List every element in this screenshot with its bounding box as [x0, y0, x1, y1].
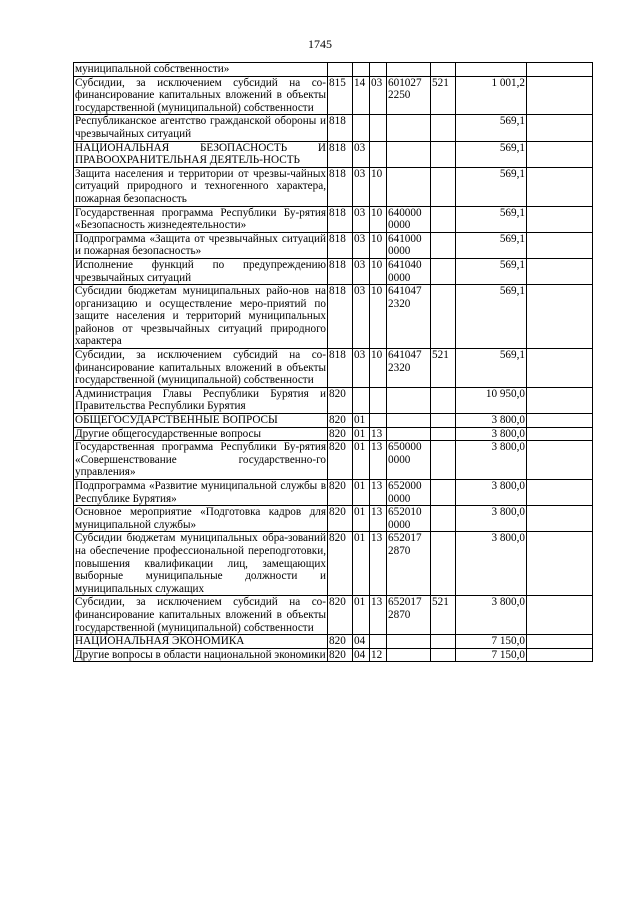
row-ved-code-cell: 820 [328, 506, 353, 532]
row-section-code-cell [353, 63, 370, 77]
row-empty-cell [527, 76, 593, 115]
row-target-code-cell [387, 387, 431, 413]
row-section-code-cell: 03 [353, 349, 370, 388]
row-ved-code-cell: 818 [328, 232, 353, 258]
row-subsection-code-cell: 13 [370, 532, 387, 596]
table-row [74, 258, 593, 284]
row-subsection-code-cell: 10 [370, 349, 387, 388]
row-target-code-cell: 652010 0000 [387, 506, 431, 532]
row-ved-code-cell: 818 [328, 167, 353, 206]
row-ved-code-cell: 818 [328, 115, 353, 141]
row-target-code-cell: 652017 2870 [387, 596, 431, 635]
row-ved-code-cell [328, 63, 353, 77]
row-amount-cell: 1 001,2 [456, 76, 527, 115]
row-name-cell: Субсидии, за исключением субсидий на со-финансирование капитальных вложений в объекты государственной (муниципальной) собственности [75, 596, 326, 634]
row-target-code-cell: 601027 2250 [387, 76, 431, 115]
row-amount-cell: 569,1 [456, 349, 527, 388]
row-section-code-cell: 01 [353, 596, 370, 635]
row-expense-type-cell [431, 506, 456, 532]
row-expense-type-cell [431, 387, 456, 413]
row-empty-cell [527, 115, 593, 141]
row-name-cell: Субсидии бюджетам муниципальных райо-нов на организацию и осуществление меро-приятий по защите населения и территорий муниципальных районов от чрезвычайных ситуаций природного характера [75, 285, 326, 348]
row-amount-cell: 3 800,0 [456, 596, 527, 635]
row-amount-cell: 569,1 [456, 115, 527, 141]
row-subsection-code-cell: 13 [370, 480, 387, 506]
row-name-cell: Основное мероприятие «Подготовка кадров для муниципальной службы» [75, 506, 326, 531]
row-empty-cell [527, 480, 593, 506]
row-expense-type-cell [431, 480, 456, 506]
row-section-code-cell: 04 [353, 648, 370, 662]
row-expense-type-cell [431, 427, 456, 441]
row-subsection-code-cell: 13 [370, 441, 387, 480]
row-empty-cell [527, 141, 593, 167]
row-ved-code-cell: 820 [328, 596, 353, 635]
row-amount-cell: 3 800,0 [456, 414, 527, 428]
table-row [74, 635, 593, 649]
table-row [74, 285, 593, 349]
row-empty-cell [527, 635, 593, 649]
row-amount-cell: 569,1 [456, 167, 527, 206]
row-name-cell: Подпрограмма «Развитие муниципальной службы в Республике Бурятия» [75, 480, 326, 505]
row-section-code-cell: 04 [353, 635, 370, 649]
row-subsection-code-cell: 10 [370, 206, 387, 232]
row-amount-cell: 569,1 [456, 232, 527, 258]
row-target-code-cell: 652000 0000 [387, 480, 431, 506]
table-row [74, 506, 593, 532]
row-expense-type-cell [431, 441, 456, 480]
row-empty-cell [527, 206, 593, 232]
row-section-code-cell [353, 387, 370, 413]
row-name-cell: ОБЩЕГОСУДАРСТВЕННЫЕ ВОПРОСЫ [74, 414, 328, 428]
row-name-cell: НАЦИОНАЛЬНАЯ ЭКОНОМИКА [74, 635, 328, 649]
row-amount-cell: 3 800,0 [456, 506, 527, 532]
row-target-code-cell: 641000 0000 [387, 232, 431, 258]
row-section-code-cell: 01 [353, 480, 370, 506]
table-row [74, 532, 593, 596]
row-expense-type-cell [431, 115, 456, 141]
row-empty-cell [527, 349, 593, 388]
row-section-code-cell: 03 [353, 167, 370, 206]
table-row [74, 648, 593, 662]
row-ved-code-cell: 820 [328, 441, 353, 480]
row-name-cell: Государственная программа Республики Бу-рятия «Совершенствование государственно-го управления» [75, 441, 326, 479]
row-amount-cell: 3 800,0 [456, 441, 527, 480]
row-expense-type-cell [431, 206, 456, 232]
row-target-code-cell [387, 167, 431, 206]
row-section-code-cell: 03 [353, 232, 370, 258]
row-name-cell: Другие вопросы в области национальной экономики [75, 648, 326, 661]
row-name-cell: Субсидии бюджетам муниципальных обра-зований на обеспечение профессиональной переподготовки, повышения квалификации лиц, замещающих выборные муниципальные должности и муниципальных служащих [75, 532, 326, 595]
row-section-code-cell: 14 [353, 76, 370, 115]
table-row [74, 141, 593, 167]
row-target-code-cell: 650000 0000 [387, 441, 431, 480]
row-name-cell: Государственная программа Республики Бу-рятия «Безопасность жизнедеятельности» [75, 206, 326, 232]
row-target-code-cell [387, 115, 431, 141]
row-empty-cell [527, 427, 593, 441]
row-amount-cell: 569,1 [456, 258, 527, 284]
row-subsection-code-cell [370, 414, 387, 428]
row-ved-code-cell: 820 [328, 532, 353, 596]
row-empty-cell [527, 387, 593, 413]
row-amount-cell [456, 63, 527, 77]
table-row [74, 232, 593, 258]
row-subsection-code-cell [370, 635, 387, 649]
row-name-cell: Другие общегосударственные вопросы [74, 427, 328, 441]
row-ved-code-cell: 818 [328, 349, 353, 388]
row-section-code-cell: 01 [353, 441, 370, 480]
row-ved-code-cell: 818 [328, 258, 353, 284]
row-target-code-cell [387, 414, 431, 428]
row-subsection-code-cell [370, 387, 387, 413]
row-subsection-code-cell: 10 [370, 258, 387, 284]
row-ved-code-cell: 820 [328, 635, 353, 649]
row-empty-cell [527, 167, 593, 206]
row-target-code-cell [387, 63, 431, 77]
row-empty-cell [527, 232, 593, 258]
row-expense-type-cell [431, 635, 456, 649]
row-target-code-cell: 641040 0000 [387, 258, 431, 284]
row-section-code-cell: 01 [353, 532, 370, 596]
row-target-code-cell: 641047 2320 [387, 349, 431, 388]
row-subsection-code-cell: 03 [370, 76, 387, 115]
budget-table [73, 62, 593, 662]
row-empty-cell [527, 648, 593, 662]
row-empty-cell [527, 506, 593, 532]
row-subsection-code-cell: 10 [370, 167, 387, 206]
row-ved-code-cell: 818 [328, 206, 353, 232]
row-amount-cell: 7 150,0 [456, 635, 527, 649]
row-empty-cell [527, 63, 593, 77]
table-row [74, 414, 593, 428]
row-section-code-cell: 01 [353, 506, 370, 532]
row-section-code-cell: 03 [353, 258, 370, 284]
row-ved-code-cell: 818 [328, 141, 353, 167]
table-row [74, 115, 593, 141]
row-subsection-code-cell [370, 63, 387, 77]
row-section-code-cell [353, 115, 370, 141]
row-expense-type-cell [431, 232, 456, 258]
row-ved-code-cell: 818 [328, 285, 353, 349]
row-section-code-cell: 03 [353, 141, 370, 167]
row-target-code-cell [387, 648, 431, 662]
row-subsection-code-cell: 10 [370, 285, 387, 349]
row-expense-type-cell: 521 [431, 349, 456, 388]
row-ved-code-cell: 820 [328, 480, 353, 506]
row-section-code-cell: 01 [353, 427, 370, 441]
row-section-code-cell: 03 [353, 285, 370, 349]
row-subsection-code-cell: 13 [370, 427, 387, 441]
page-number: 1745 [308, 37, 332, 51]
row-subsection-code-cell: 12 [370, 648, 387, 662]
row-name-cell: Подпрограмма «Защита от чрезвычайных ситуаций и пожарная безопасность» [75, 232, 326, 258]
row-subsection-code-cell [370, 115, 387, 141]
table-row [74, 349, 593, 388]
row-name-cell: Администрация Главы Республики Бурятия и Правительства Республики Бурятия [75, 387, 326, 413]
row-expense-type-cell [431, 285, 456, 349]
row-expense-type-cell [431, 63, 456, 77]
row-amount-cell: 7 150,0 [456, 648, 527, 662]
row-ved-code-cell: 820 [328, 387, 353, 413]
row-expense-type-cell [431, 258, 456, 284]
row-amount-cell: 569,1 [456, 285, 527, 349]
row-name-cell: НАЦИОНАЛЬНАЯ БЕЗОПАСНОСТЬ И ПРАВООХРАНИТЕЛЬНАЯ ДЕЯТЕЛЬ-НОСТЬ [75, 141, 326, 167]
row-expense-type-cell: 521 [431, 76, 456, 115]
row-empty-cell [527, 258, 593, 284]
row-target-code-cell [387, 427, 431, 441]
row-name-cell: Субсидии, за исключением субсидий на со-финансирование капитальных вложений в объекты государственной (муниципальной) собственности [75, 349, 326, 387]
row-ved-code-cell: 820 [328, 648, 353, 662]
row-subsection-code-cell: 13 [370, 596, 387, 635]
row-target-code-cell [387, 635, 431, 649]
row-subsection-code-cell: 13 [370, 506, 387, 532]
table-row [74, 596, 593, 635]
table-row [74, 480, 593, 506]
row-section-code-cell: 01 [353, 414, 370, 428]
row-amount-cell: 569,1 [456, 141, 527, 167]
row-ved-code-cell: 815 [328, 76, 353, 115]
row-name-cell: муниципальной собственности» [74, 63, 328, 77]
row-empty-cell [527, 414, 593, 428]
row-name-cell: Субсидии, за исключением субсидий на со-финансирование капитальных вложений в объекты государственной (муниципальной) собственности [75, 76, 326, 114]
row-amount-cell: 3 800,0 [456, 532, 527, 596]
table-row [74, 76, 593, 115]
row-amount-cell: 10 950,0 [456, 387, 527, 413]
budget-table-body [74, 63, 593, 662]
row-target-code-cell [387, 141, 431, 167]
row-expense-type-cell: 521 [431, 596, 456, 635]
row-target-code-cell: 652017 2870 [387, 532, 431, 596]
row-empty-cell [527, 441, 593, 480]
row-target-code-cell: 640000 0000 [387, 206, 431, 232]
row-empty-cell [527, 532, 593, 596]
table-row [74, 441, 593, 480]
row-subsection-code-cell: 10 [370, 232, 387, 258]
row-amount-cell: 3 800,0 [456, 480, 527, 506]
row-name-cell: Исполнение функций по предупреждению чрезвычайных ситуаций [75, 258, 326, 284]
row-amount-cell: 3 800,0 [456, 427, 527, 441]
table-row [74, 387, 593, 413]
table-row [74, 206, 593, 232]
row-expense-type-cell [431, 532, 456, 596]
row-name-cell: Защита населения и территории от чрезвы-чайных ситуаций природного и техногенного характера, пожарная безопасность [75, 167, 326, 205]
row-expense-type-cell [431, 648, 456, 662]
row-subsection-code-cell [370, 141, 387, 167]
row-ved-code-cell: 820 [328, 414, 353, 428]
row-expense-type-cell [431, 167, 456, 206]
row-section-code-cell: 03 [353, 206, 370, 232]
row-expense-type-cell [431, 141, 456, 167]
table-row [74, 63, 593, 77]
row-name-cell: Республиканское агентство гражданской обороны и чрезвычайных ситуаций [75, 115, 326, 140]
row-expense-type-cell [431, 414, 456, 428]
row-amount-cell: 569,1 [456, 206, 527, 232]
row-empty-cell [527, 596, 593, 635]
table-row [74, 167, 593, 206]
row-empty-cell [527, 285, 593, 349]
row-target-code-cell: 641047 2320 [387, 285, 431, 349]
table-row [74, 427, 593, 441]
row-ved-code-cell: 820 [328, 427, 353, 441]
